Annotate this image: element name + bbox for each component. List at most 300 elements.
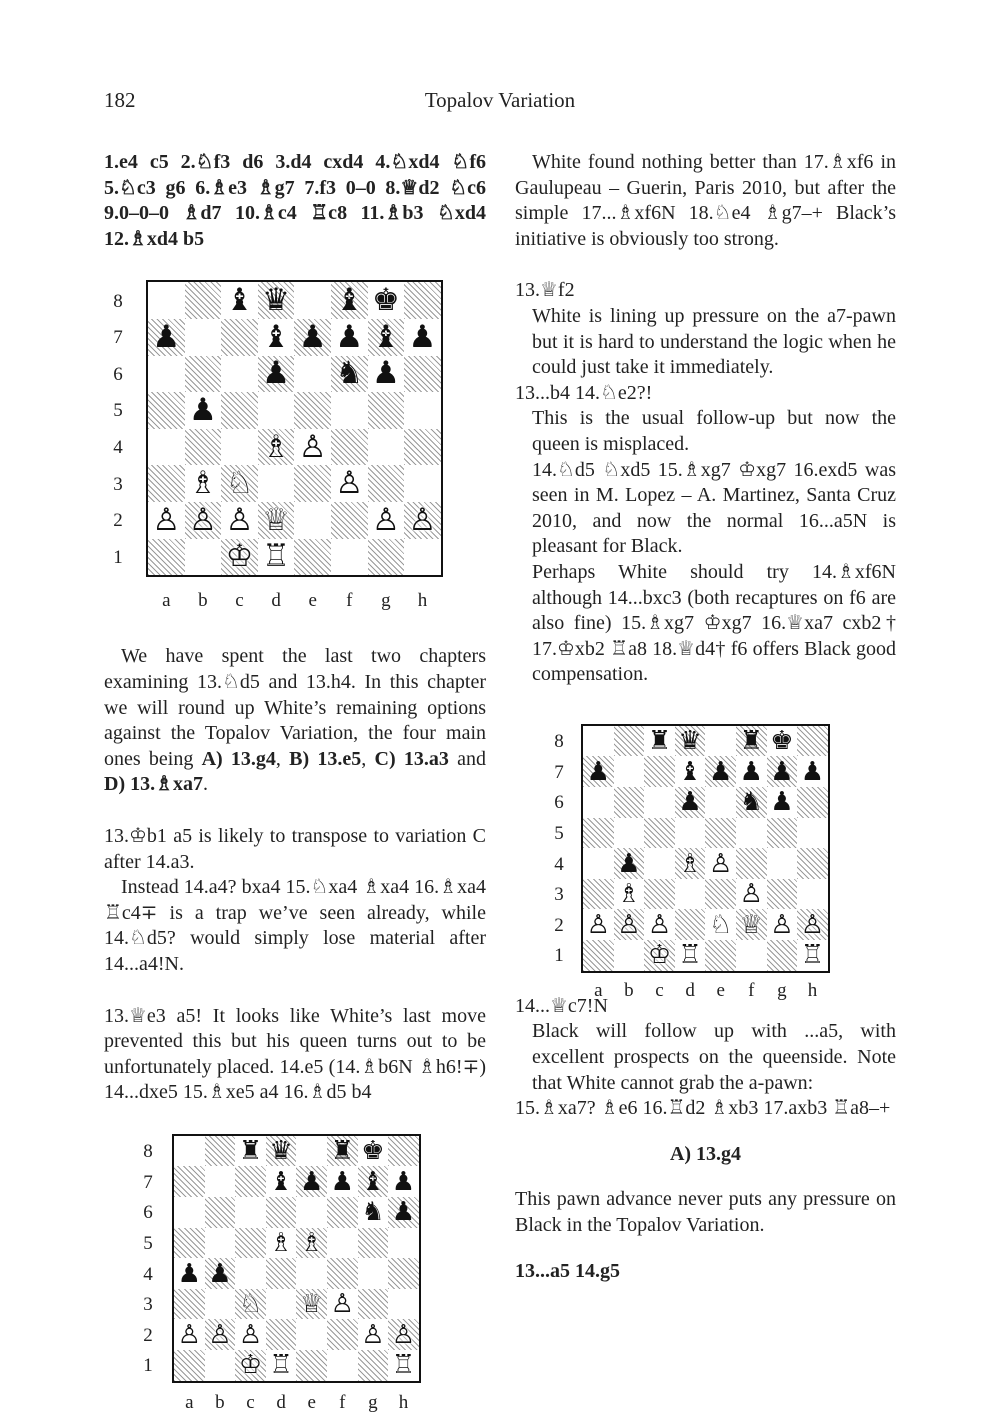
board-square-h1 xyxy=(404,539,441,576)
board-square-b4 xyxy=(614,848,645,879)
board-square-f4 xyxy=(331,429,368,466)
separator: and xyxy=(448,747,487,770)
white-bishop-icon: ♗ xyxy=(269,1227,293,1258)
black-knight-icon: ♞ xyxy=(739,787,763,818)
file-label: c xyxy=(235,590,244,612)
white-bishop-icon: ♗ xyxy=(617,879,641,910)
board-square-c8 xyxy=(221,282,258,319)
board-square-h1 xyxy=(388,1350,419,1381)
black-rook-icon: ♜ xyxy=(330,1136,354,1167)
board-square-e2 xyxy=(294,502,331,539)
board-square-h2 xyxy=(404,502,441,539)
file-label: d xyxy=(685,979,695,1001)
note-queenside: Black will follow up with ...a5, with excellent prospects on the queenside. Note that White cannot grab the a-pawn: xyxy=(532,1020,896,1094)
white-king-icon: ♔ xyxy=(238,1350,263,1381)
board-square-a3 xyxy=(148,465,185,502)
board-square-b3 xyxy=(185,465,222,502)
board-square-b7 xyxy=(205,1166,236,1197)
white-bishop-icon: ♗ xyxy=(262,428,290,465)
rank-label: 4 xyxy=(143,1263,153,1285)
board-square-h2 xyxy=(388,1319,419,1350)
board-square-f2 xyxy=(327,1319,358,1350)
rank-label: 1 xyxy=(143,1355,153,1377)
file-label: g xyxy=(381,590,391,612)
board-square-b5 xyxy=(205,1228,236,1259)
white-pawn-icon: ♙ xyxy=(188,501,217,538)
board-square-g3 xyxy=(767,879,798,910)
rank-label: 1 xyxy=(113,546,123,568)
board-square-c3 xyxy=(644,879,675,910)
board-square-c4 xyxy=(644,848,675,879)
board-square-a5 xyxy=(174,1228,205,1259)
chess-diagram-2 xyxy=(515,714,896,1001)
black-pawn-icon: ♟ xyxy=(391,1166,416,1197)
board-square-a1 xyxy=(174,1350,205,1381)
paragraph-kb1: 13.♔b1 a5 is likely to transpose to variation C after 14.a3. xyxy=(104,824,486,873)
board-square-c8 xyxy=(644,726,675,757)
rank-label: 5 xyxy=(554,822,564,844)
file-label: b xyxy=(215,1391,225,1413)
intro-moves: 1.e4 c5 2.♘f3 d6 3.d4 cxd4 4.♘xd4 ♘f6 5.♘c3 g6 6.♗e3 ♗g7 7.f3 0–0 8.♕d2 ♘c6 9.0–0–0 ♗d7 10.♗c4 ♖c8 11.♗b3 ♘xd4 12.♗xd4 b5 xyxy=(104,151,486,250)
white-bishop-icon: ♗ xyxy=(188,465,217,502)
black-rook-icon: ♜ xyxy=(647,726,672,757)
board-square-d3 xyxy=(266,1289,297,1320)
board-square-e3 xyxy=(705,879,736,910)
board-square-g5 xyxy=(358,1228,389,1259)
board-square-b1 xyxy=(185,539,222,576)
rank-label: 5 xyxy=(143,1232,153,1254)
board-square-f1 xyxy=(327,1350,358,1381)
white-pawn-icon: ♙ xyxy=(371,501,400,538)
running-header xyxy=(0,84,1000,114)
board-square-e7 xyxy=(296,1166,327,1197)
board-square-g8 xyxy=(368,282,405,319)
board-square-d2 xyxy=(675,909,706,940)
board-square-h3 xyxy=(797,879,828,910)
black-pawn-icon: ♟ xyxy=(298,318,327,355)
board-square-f5 xyxy=(736,818,767,849)
running-title: Topalov Variation xyxy=(424,88,576,112)
rank-label: 4 xyxy=(554,853,564,875)
rank-label: 5 xyxy=(113,400,123,422)
board-square-d8 xyxy=(258,282,295,319)
board-square-g5 xyxy=(368,392,405,429)
board-square-e5 xyxy=(705,818,736,849)
white-bishop-icon: ♗ xyxy=(678,848,702,879)
board-square-h4 xyxy=(404,429,441,466)
board-square-h5 xyxy=(797,818,828,849)
board-square-c5 xyxy=(235,1228,266,1259)
board-square-a4 xyxy=(583,848,614,879)
board-square-c1 xyxy=(644,940,675,971)
board-square-e8 xyxy=(294,282,331,319)
board-square-e8 xyxy=(705,726,736,757)
black-pawn-icon: ♟ xyxy=(617,848,641,879)
chess-diagram-1 xyxy=(104,278,486,644)
board-square-a5 xyxy=(148,392,185,429)
white-knight-icon: ♘ xyxy=(709,909,733,940)
board-square-h4 xyxy=(388,1258,419,1289)
black-bishop-icon: ♝ xyxy=(371,318,400,355)
file-label: f xyxy=(339,1391,346,1413)
black-pawn-icon: ♟ xyxy=(262,355,290,392)
board-square-f6 xyxy=(327,1197,358,1228)
board-square-f1 xyxy=(736,940,767,971)
option-d: D) 13.♗xa7 xyxy=(104,773,204,796)
white-bishop-icon: ♗ xyxy=(300,1227,324,1258)
board-square-g1 xyxy=(368,539,405,576)
rank-label: 1 xyxy=(554,945,564,967)
black-pawn-icon: ♟ xyxy=(391,1197,416,1228)
white-pawn-icon: ♙ xyxy=(647,909,672,940)
board-square-c2 xyxy=(235,1319,266,1350)
board-square-d6 xyxy=(266,1197,297,1228)
board-square-a1 xyxy=(148,539,185,576)
board-square-c7 xyxy=(644,756,675,787)
board-square-e3 xyxy=(294,465,331,502)
section-heading-a: A) 13.g4 xyxy=(669,1142,742,1165)
board-square-b7 xyxy=(614,756,645,787)
black-pawn-icon: ♟ xyxy=(770,787,794,818)
board-square-h1 xyxy=(797,940,828,971)
file-label: g xyxy=(777,979,787,1001)
board-square-h8 xyxy=(404,282,441,319)
board-square-g2 xyxy=(358,1319,389,1350)
board-square-c4 xyxy=(221,429,258,466)
board-square-a3 xyxy=(174,1289,205,1320)
board-square-b6 xyxy=(205,1197,236,1228)
board-square-e6 xyxy=(705,787,736,818)
black-bishop-icon: ♝ xyxy=(335,282,364,319)
white-pawn-icon: ♙ xyxy=(391,1319,416,1350)
black-rook-icon: ♜ xyxy=(739,726,763,757)
board-square-h4 xyxy=(797,848,828,879)
board-square-a8 xyxy=(583,726,614,757)
board-square-f4 xyxy=(736,848,767,879)
board-square-b8 xyxy=(185,282,222,319)
white-rook-icon: ♖ xyxy=(800,940,825,971)
board-square-c3 xyxy=(221,465,258,502)
board-square-c3 xyxy=(235,1289,266,1320)
board-square-e5 xyxy=(296,1228,327,1259)
black-pawn-icon: ♟ xyxy=(300,1166,324,1197)
white-rook-icon: ♖ xyxy=(269,1350,293,1381)
board-square-f3 xyxy=(736,879,767,910)
white-pawn-icon: ♙ xyxy=(177,1319,201,1350)
black-pawn-icon: ♟ xyxy=(335,318,364,355)
board-square-g6 xyxy=(767,787,798,818)
white-rook-icon: ♖ xyxy=(262,538,290,575)
paragraph-a4-trap: Instead 14.a4? bxa4 15.♘xa4 ♗xa4 16.♗xa4 ♖c4∓ is a trap we’ve seen already, while 14.♘d5? would simply lose material after 14...a4!N. xyxy=(104,876,486,975)
board-square-d4 xyxy=(675,848,706,879)
board-square-h8 xyxy=(388,1136,419,1167)
board-square-g3 xyxy=(358,1289,389,1320)
rank-label: 3 xyxy=(143,1294,153,1316)
rank-label: 6 xyxy=(113,363,123,385)
board-square-e6 xyxy=(294,356,331,393)
rank-label: 3 xyxy=(554,884,564,906)
board-square-h5 xyxy=(388,1228,419,1259)
white-pawn-icon: ♙ xyxy=(800,909,825,940)
board-square-c6 xyxy=(644,787,675,818)
file-label: g xyxy=(368,1391,378,1413)
separator: . xyxy=(203,773,209,796)
black-king-icon: ♚ xyxy=(371,282,400,319)
board-square-h3 xyxy=(388,1289,419,1320)
board-square-a2 xyxy=(583,909,614,940)
board-square-f3 xyxy=(331,465,368,502)
board-square-d8 xyxy=(266,1136,297,1167)
board-square-d4 xyxy=(266,1258,297,1289)
board-square-c7 xyxy=(235,1166,266,1197)
white-rook-icon: ♖ xyxy=(678,940,702,971)
rank-label: 8 xyxy=(113,290,123,312)
board-square-g2 xyxy=(368,502,405,539)
board-square-b8 xyxy=(205,1136,236,1167)
black-pawn-icon: ♟ xyxy=(188,391,217,428)
white-pawn-icon: ♙ xyxy=(298,428,327,465)
intro-text: We have spent the last two chapters examining 13.♘d5 and 13.h4. In this chapter we will round up White’s remaining options against the Topalov Variation, the four main ones being xyxy=(104,645,486,770)
board-square-f5 xyxy=(327,1228,358,1259)
board-square-g8 xyxy=(767,726,798,757)
board-square-d5 xyxy=(675,818,706,849)
black-pawn-icon: ♟ xyxy=(678,787,702,818)
file-label: e xyxy=(308,590,317,612)
board-square-g8 xyxy=(358,1136,389,1167)
black-king-icon: ♚ xyxy=(770,726,794,757)
file-label: e xyxy=(307,1391,316,1413)
board-square-f6 xyxy=(736,787,767,818)
note-qf2: White is lining up pressure on the a7-pawn but it is hard to understand the logic when he could just take it immediately. xyxy=(532,304,896,379)
file-label: h xyxy=(398,1391,409,1413)
black-pawn-icon: ♟ xyxy=(152,318,181,355)
paragraph-gaulupeau: White found nothing better than 17.♗xf6 in Gaulupeau – Guerin, Paris 2010, but after the simple 17...♗xf6N 18.♘e4 ♗g7–+ Black’s initiative is obviously too strong. xyxy=(515,151,896,250)
file-label: d xyxy=(271,590,281,612)
file-label: b xyxy=(198,590,208,612)
board-square-a6 xyxy=(583,787,614,818)
board-square-g1 xyxy=(767,940,798,971)
board-square-g7 xyxy=(358,1166,389,1197)
board-square-d3 xyxy=(258,465,295,502)
left-column xyxy=(104,150,486,1412)
board-square-g4 xyxy=(767,848,798,879)
board-square-d7 xyxy=(258,319,295,356)
note-nd5: 14.♘d5 ♘xd5 15.♗xg7 ♔xg7 16.exd5 was seen in M. Lopez – A. Martinez, Santa Cruz 2010, and now the normal 16...a5N is pleasant for Black. xyxy=(532,458,896,558)
rank-label: 2 xyxy=(143,1324,153,1346)
board-square-f7 xyxy=(736,756,767,787)
board-square-a4 xyxy=(174,1258,205,1289)
board-square-h7 xyxy=(404,319,441,356)
board-square-b7 xyxy=(185,319,222,356)
white-pawn-icon: ♙ xyxy=(208,1319,232,1350)
black-king-icon: ♚ xyxy=(361,1136,385,1167)
option-a: A) 13.g4 xyxy=(201,747,276,770)
board-square-b8 xyxy=(614,726,645,757)
white-queen-icon: ♕ xyxy=(262,501,290,538)
board-square-f5 xyxy=(331,392,368,429)
board-square-g3 xyxy=(368,465,405,502)
chessboard xyxy=(172,1134,421,1383)
white-pawn-icon: ♙ xyxy=(739,879,763,910)
board-square-b2 xyxy=(185,502,222,539)
chess-diagram-3 xyxy=(104,1132,486,1412)
board-square-e2 xyxy=(705,909,736,940)
board-square-f8 xyxy=(331,282,368,319)
board-square-b6 xyxy=(614,787,645,818)
white-pawn-icon: ♙ xyxy=(586,909,610,940)
board-square-b2 xyxy=(614,909,645,940)
rank-label: 6 xyxy=(143,1202,153,1224)
white-pawn-icon: ♙ xyxy=(361,1319,385,1350)
board-square-d7 xyxy=(675,756,706,787)
rank-label: 7 xyxy=(554,761,564,783)
board-square-g1 xyxy=(358,1350,389,1381)
board-square-h6 xyxy=(404,356,441,393)
board-square-b5 xyxy=(614,818,645,849)
board-square-d7 xyxy=(266,1166,297,1197)
board-square-f2 xyxy=(331,502,368,539)
white-rook-icon: ♖ xyxy=(391,1350,416,1381)
board-square-a3 xyxy=(583,879,614,910)
board-square-d2 xyxy=(266,1319,297,1350)
board-square-e3 xyxy=(296,1289,327,1320)
paragraph-qe3: 13.♕e3 a5! It looks like White’s last move prevented this but his queen turns out to be unfortunately placed. 14.e5 (14.♗b6N ♗h6!∓) 14...dxe5 15.♗xe5 a4 16.♗d5 b4 xyxy=(104,1004,486,1104)
black-pawn-icon: ♟ xyxy=(408,318,437,355)
board-square-a2 xyxy=(174,1319,205,1350)
option-c: C) 13.a3 xyxy=(374,747,449,770)
white-pawn-icon: ♙ xyxy=(152,501,181,538)
note-bxf6: Perhaps White should try 14.♗xf6N although 14...bxc3 (both recaptures on f6 are also fine) 15.♗xg7 ♔xg7 16.♕xa7 cxb2† 17.♔xb2 ♖a8 18.♕d4† f6 offers Black good compensation. xyxy=(532,560,896,686)
board-square-d1 xyxy=(266,1350,297,1381)
board-square-f8 xyxy=(327,1136,358,1167)
option-b: B) 13.e5 xyxy=(289,747,362,770)
board-square-g6 xyxy=(358,1197,389,1228)
board-square-g4 xyxy=(358,1258,389,1289)
board-square-a4 xyxy=(148,429,185,466)
separator: , xyxy=(275,747,290,770)
board-square-e7 xyxy=(294,319,331,356)
board-square-f7 xyxy=(327,1166,358,1197)
board-square-g7 xyxy=(767,756,798,787)
board-square-d4 xyxy=(258,429,295,466)
board-square-a6 xyxy=(174,1197,205,1228)
board-square-d2 xyxy=(258,502,295,539)
board-square-e4 xyxy=(705,848,736,879)
white-pawn-icon: ♙ xyxy=(335,465,364,502)
board-square-h6 xyxy=(388,1197,419,1228)
board-square-f8 xyxy=(736,726,767,757)
file-label: f xyxy=(346,590,353,612)
rank-label: 6 xyxy=(554,792,564,814)
move-13-a5: 13...a5 14.g5 xyxy=(515,1259,620,1282)
black-pawn-icon: ♟ xyxy=(709,756,733,787)
move-13-b4: 13...b4 14.♘e2?! xyxy=(515,381,653,404)
white-knight-icon: ♘ xyxy=(225,465,254,502)
file-label: b xyxy=(624,979,634,1001)
board-square-a7 xyxy=(583,756,614,787)
rank-label: 4 xyxy=(113,437,123,459)
board-square-e5 xyxy=(294,392,331,429)
board-square-c7 xyxy=(221,319,258,356)
board-square-d1 xyxy=(675,940,706,971)
black-pawn-icon: ♟ xyxy=(371,355,400,392)
board-square-e4 xyxy=(296,1258,327,1289)
rank-label: 2 xyxy=(554,914,564,936)
board-square-b3 xyxy=(614,879,645,910)
black-knight-icon: ♞ xyxy=(335,355,364,392)
board-square-c1 xyxy=(221,539,258,576)
board-square-d3 xyxy=(675,879,706,910)
board-square-a8 xyxy=(174,1136,205,1167)
file-label: d xyxy=(276,1391,286,1413)
board-square-f2 xyxy=(736,909,767,940)
board-square-g5 xyxy=(767,818,798,849)
board-square-h7 xyxy=(797,756,828,787)
rank-label: 3 xyxy=(113,473,123,495)
black-bishop-icon: ♝ xyxy=(361,1166,385,1197)
board-square-f1 xyxy=(331,539,368,576)
black-queen-icon: ♛ xyxy=(678,726,702,757)
board-square-c6 xyxy=(235,1197,266,1228)
white-queen-icon: ♕ xyxy=(300,1289,324,1320)
black-pawn-icon: ♟ xyxy=(330,1166,354,1197)
board-square-e1 xyxy=(705,940,736,971)
board-square-c2 xyxy=(644,909,675,940)
board-square-h3 xyxy=(404,465,441,502)
white-pawn-icon: ♙ xyxy=(770,909,794,940)
board-square-d1 xyxy=(258,539,295,576)
black-bishop-icon: ♝ xyxy=(269,1166,293,1197)
board-square-h8 xyxy=(797,726,828,757)
board-square-b2 xyxy=(205,1319,236,1350)
rank-label: 8 xyxy=(143,1141,153,1163)
board-square-g4 xyxy=(368,429,405,466)
white-pawn-icon: ♙ xyxy=(709,848,733,879)
white-king-icon: ♔ xyxy=(647,940,672,971)
board-square-h5 xyxy=(404,392,441,429)
board-square-d6 xyxy=(675,787,706,818)
white-queen-icon: ♕ xyxy=(739,909,763,940)
black-bishop-icon: ♝ xyxy=(678,756,702,787)
file-label: a xyxy=(162,590,171,612)
black-pawn-icon: ♟ xyxy=(770,756,794,787)
board-square-f6 xyxy=(331,356,368,393)
white-king-icon: ♔ xyxy=(225,538,254,575)
board-square-b1 xyxy=(614,940,645,971)
board-square-e2 xyxy=(296,1319,327,1350)
black-rook-icon: ♜ xyxy=(238,1136,263,1167)
board-square-b3 xyxy=(205,1289,236,1320)
board-square-g2 xyxy=(767,909,798,940)
board-square-c5 xyxy=(644,818,675,849)
line-bxa7: 15.♗xa7? ♗e6 16.♖d2 ♗xb3 17.axb3 ♖a8–+ xyxy=(515,1097,891,1120)
file-label: c xyxy=(246,1391,255,1413)
chessboard xyxy=(581,724,830,973)
black-queen-icon: ♛ xyxy=(262,282,290,319)
rank-label: 7 xyxy=(143,1171,153,1193)
file-label: a xyxy=(594,979,603,1001)
board-square-b4 xyxy=(205,1258,236,1289)
board-square-c2 xyxy=(221,502,258,539)
board-square-a1 xyxy=(583,940,614,971)
black-pawn-icon: ♟ xyxy=(800,756,825,787)
black-bishop-icon: ♝ xyxy=(262,318,290,355)
note-usual-followup: This is the usual follow-up but now the queen is misplaced. xyxy=(532,407,896,455)
move-13-qf2: 13.♕f2 xyxy=(515,279,575,302)
board-square-e8 xyxy=(296,1136,327,1167)
white-pawn-icon: ♙ xyxy=(617,909,641,940)
board-square-e4 xyxy=(294,429,331,466)
